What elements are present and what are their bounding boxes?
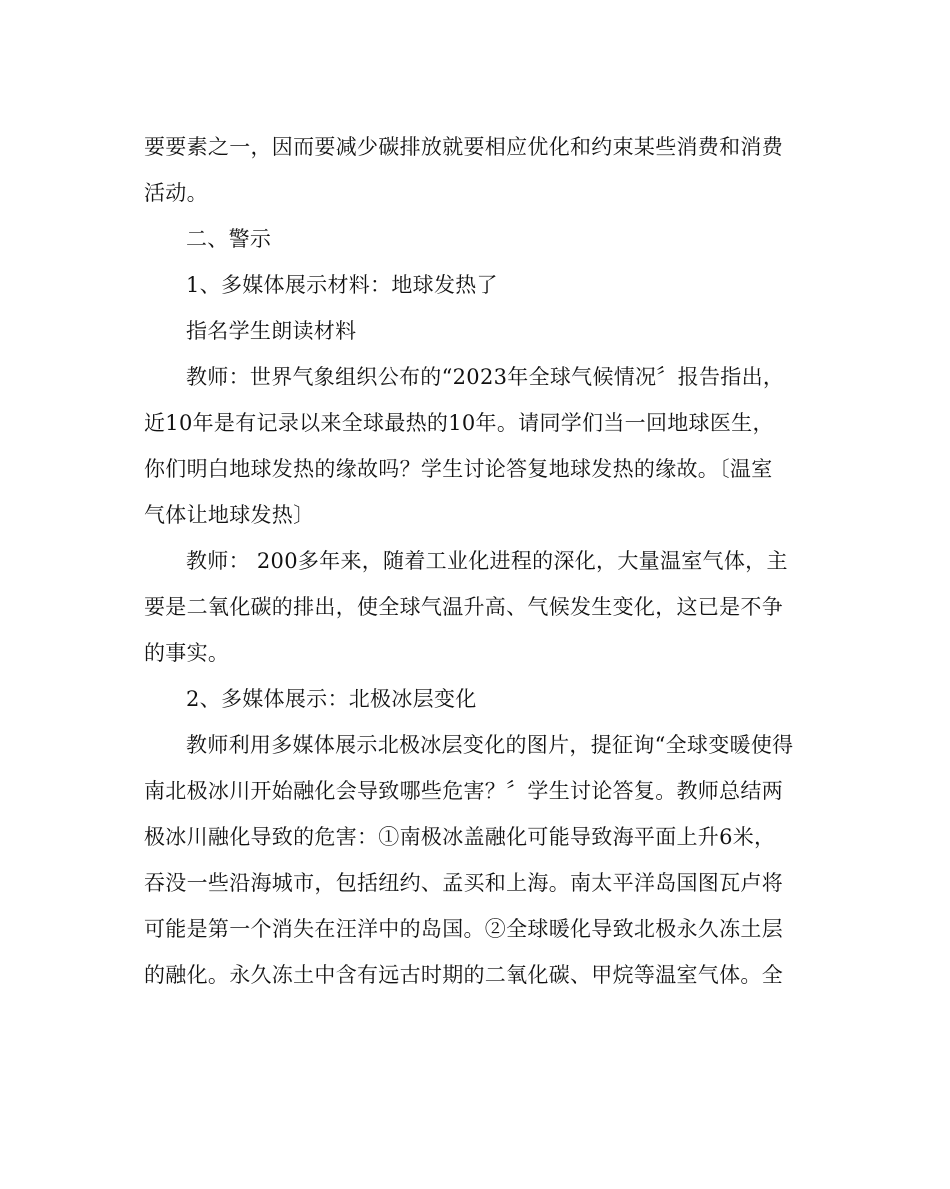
body-text: [144, 124, 806, 998]
text-line: 要要素之一，因而要减少碳排放就要相应优化和约束某些消费和消费: [144, 135, 783, 159]
text-line: 气体让地球发热〕: [144, 503, 315, 527]
text-line: 2、多媒体展示：北极冰层变化: [186, 687, 477, 711]
text-line: 教师利用多媒体展示北极冰层变化的图片，提征询“全球变暖使得: [186, 733, 794, 757]
text-line: 教师： 200多年来，随着工业化进程的深化，大量温室气体，主: [186, 549, 788, 573]
text-line: 吞没一些沿海城市，包括纽约、孟买和上海。南太平洋岛国图瓦卢将: [144, 871, 783, 895]
text-line: 的事实。: [144, 641, 230, 665]
text-line: 可能是第一个消失在汪洋中的岛国。②全球暖化导致北极永久冻土层: [144, 917, 783, 941]
text-line: 要是二氧化碳的排出，使全球气温升高、气候发生变化，这已是不争: [144, 595, 783, 619]
text-line: 的融化。永久冻土中含有远古时期的二氧化碳、甲烷等温室气体。全: [144, 963, 783, 987]
section-heading: 二、警示: [186, 227, 272, 251]
text-line: 活动。: [144, 181, 208, 205]
text-line: 教师：世界气象组织公布的“2023年全球气候情况〞报告指出，: [186, 365, 785, 389]
text-line: 近10年是有记录以来全球最热的10年。请同学们当一回地球医生，: [144, 411, 774, 435]
text-line: 1、多媒体展示材料：地球发热了: [186, 273, 498, 297]
text-line: 南北极冰川开始融化会导致哪些危害？〞学生讨论答复。教师总结两: [144, 779, 783, 803]
text-line: 极冰川融化导致的危害：①南极冰盖融化可能导致海平面上升6米，: [144, 825, 776, 849]
text-line: 你们明白地球发热的缘故吗？学生讨论答复地球发热的缘故。〔温室: [144, 457, 773, 481]
text-line: 指名学生朗读材料: [186, 319, 357, 343]
